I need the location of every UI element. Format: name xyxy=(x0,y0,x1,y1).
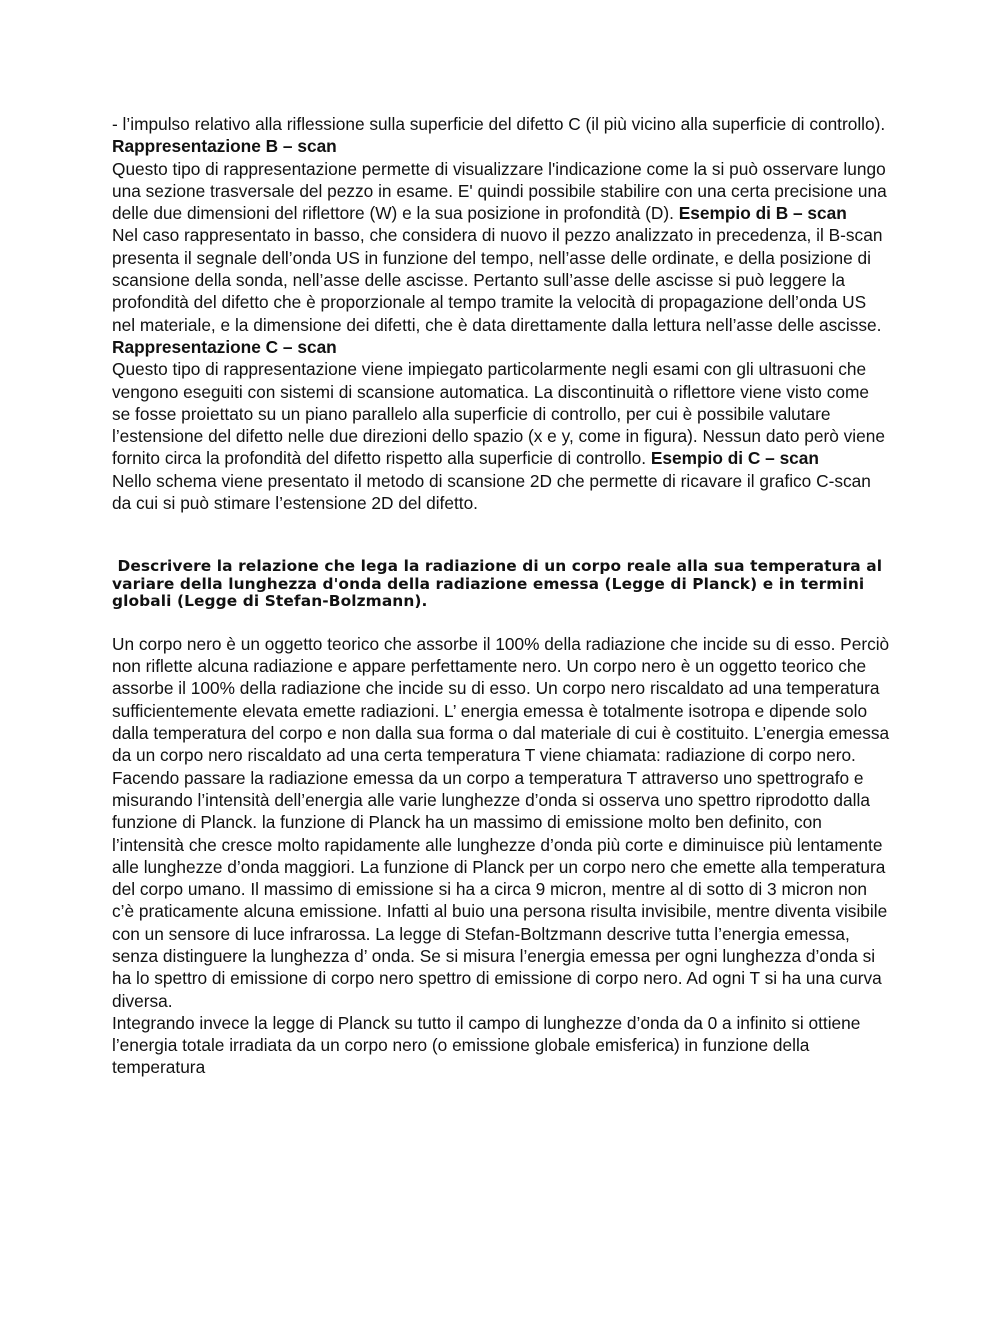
spacer xyxy=(112,514,890,558)
paragraph-cscan-text: Questo tipo di rappresentazione viene impiegato particolarmente negli esami con gli ultrasuoni che vengono eseguiti con sistemi di scansione automatica. La discontinuità o riflettore viene visto come se fosse proiettato su un piano parallelo alla superficie di controllo, per cui è possibile valutare l’estensione del difetto nelle due direzioni dello spazio (x e y, come in figura). Nessun dato però viene fornito circa la profondità del difetto rispetto alla superficie di controllo. xyxy=(112,359,885,469)
paragraph-cscan-example: Nello schema viene presentato il metodo di scansione 2D che permette di ricavare il grafico C-scan da cui si può stimare l’estensione 2D del difetto. xyxy=(112,470,871,514)
spacer xyxy=(112,611,890,633)
paragraph-planck-integration: Integrando invece la legge di Planck su tutto il campo di lunghezze d’onda da 0 a infinito si ottiene l’energia totale irradiata da un corpo nero (o emissione globale emisferica) in funzione della temperatura xyxy=(112,1012,861,1078)
paragraph-bscan-example-text: Nel caso rappresentato in basso, che considera di nuovo il pezzo analizzato in precedenza, il B-scan presenta il segnale dell’onda US in funzione del tempo, nell’asse delle ordinate, e della posizione di scansione della sonda, nell’asse delle ascisse. Pertanto sull’asse delle ascisse si può leggere la profondità del difetto che è proporzionale al tempo tramite la velocità di propagazione dell’onda US nel materiale, e la dimensione dei difetti, che è data direttamente dalla lettura nell’asse delle ascisse. xyxy=(112,225,883,335)
paragraph-cscan xyxy=(112,358,890,469)
question-heading: Descrivere la relazione che lega la radiazione di un corpo reale alla sua temperatura al variare della lunghezza d'onda della radiazione emessa (Legge di Planck) e in termini globali (Legge di Stefan-Bolzmann). xyxy=(112,557,888,611)
paragraph-bscan-example xyxy=(112,224,890,358)
heading-cscan: Rappresentazione C – scan xyxy=(112,336,337,357)
heading-bscan-example: Esempio di B – scan xyxy=(678,203,847,224)
heading-cscan-example: Esempio di C – scan xyxy=(650,448,819,469)
paragraph-bscan-text: Questo tipo di rappresentazione permette di visualizzare l'indicazione come la si può osservare lungo una sezione trasversale del pezzo in esame. E' quindi possibile stabilire con una certa precisione una delle due dimensioni del riflettore (W) e la sua posizione in profondità (D). xyxy=(112,158,887,224)
heading-bscan xyxy=(112,135,890,157)
paragraph-impulse: - l’impulso relativo alla riflessione sulla superficie del difetto C (il più vicino alla superficie di controllo). xyxy=(112,114,886,134)
heading-bscan-text: Rappresentazione B – scan xyxy=(112,136,337,157)
paragraph-black-body: Un corpo nero è un oggetto teorico che assorbe il 100% della radiazione che incide su di esso. Perciò non riflette alcuna radiazione e appare perfettamente nero. Un corpo nero è un oggetto teorico che assorbe il 100% della radiazione che incide su di esso. Un corpo nero riscaldato ad una temperatura sufficientemente elevata emette radiazioni. L’ energia emessa è totalmente isotropa e dipende solo dalla temperatura del corpo e non dalla sua forma o dal materiale di cui è costituito. L’energia emessa da un corpo nero riscaldato ad una certa temperatura T viene chiamata: radiazione di corpo nero. Facendo passare la radiazione emessa da un corpo a temperatura T attraverso uno spettrografo e misurando l’intensità dell’energia alle varie lunghezze d’onda si osserva uno spettro riprodotto dalla funzione di Planck. la funzione di Planck ha un massimo di emissione molto ben definito, con l’intensità che cresce molto rapidamente alle lunghezze d’onda più corte e diminuisce più lentamente alle lunghezze d’onda maggiori. La funzione di Planck per un corpo nero che emette alla temperatura del corpo umano. Il massimo di emissione si ha a circa 9 micron, mentre al di sotto di 3 micron non c’è praticamente alcuna emissione. Infatti al buio una persona risulta invisibile, mentre diventa visibile con un sensore di luce infrarossa. La legge di Stefan-Boltzmann descrive tutta l’energia emessa, senza distinguere la lunghezza d’ onda. Se si misura l’energia emessa per ogni lunghezza d’onda si ha lo spettro di emissione di corpo nero spettro di emissione di corpo nero. Ad ogni T si ha una curva diversa. xyxy=(112,633,890,1011)
paragraph-bscan xyxy=(112,158,890,225)
document-page xyxy=(112,113,890,1079)
